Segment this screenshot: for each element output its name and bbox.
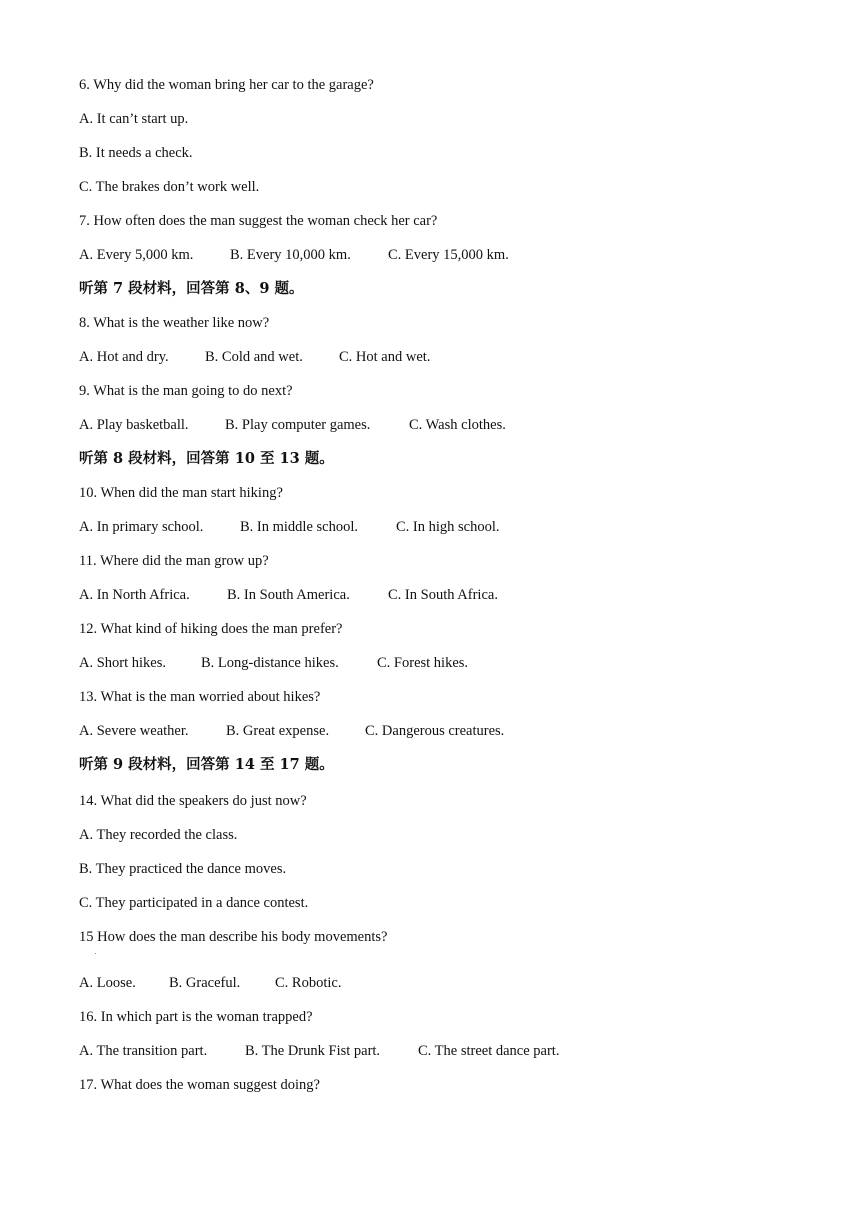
answer-option: A. Every 5,000 km.: [79, 247, 194, 263]
answer-option: C. Forest hikes.: [377, 655, 469, 671]
answer-option: A. In primary school.: [79, 519, 204, 535]
answer-option: B. The Drunk Fist part.: [245, 1043, 381, 1059]
answer-option: C. In high school.: [396, 519, 500, 535]
answer-option: C. The street dance part.: [418, 1043, 560, 1059]
answer-option: A. It can’t start up.: [79, 111, 189, 127]
answer-option: C. The brakes don’t work well.: [79, 179, 260, 195]
question-text: 15 How does the man describe his body movements?: [79, 929, 388, 945]
answer-option: B. They practiced the dance moves.: [79, 861, 287, 877]
answer-option: A. The transition part.: [79, 1043, 208, 1059]
answer-option: C. Every 15,000 km.: [388, 247, 509, 263]
answer-option: B. Graceful.: [169, 975, 241, 991]
answer-option: C. Wash clothes.: [409, 417, 506, 433]
question-text: 14. What did the speakers do just now?: [79, 793, 307, 809]
section-heading: 听第 7 段材料，回答第 8、9 题。: [79, 280, 304, 297]
answer-option: B. It needs a check.: [79, 145, 193, 161]
answer-option: A. Severe weather.: [79, 723, 189, 739]
question-text: 13. What is the man worried about hikes?: [79, 689, 321, 705]
answer-option: A. Hot and dry.: [79, 349, 169, 365]
answer-option: C. Robotic.: [275, 975, 342, 991]
answer-option: B. In middle school.: [240, 519, 359, 535]
answer-option: A. Play basketball.: [79, 417, 189, 433]
question-text: 7. How often does the man suggest the woman check her car?: [79, 213, 438, 229]
answer-option: C. Dangerous creatures.: [365, 723, 505, 739]
answer-option: B. In South America.: [227, 587, 350, 603]
question-text: 6. Why did the woman bring her car to the garage?: [79, 77, 374, 93]
answer-option: B. Cold and wet.: [205, 349, 303, 365]
question-text: 16. In which part is the woman trapped?: [79, 1009, 313, 1025]
question-text: 10. When did the man start hiking?: [79, 485, 283, 501]
answer-option: A. They recorded the class.: [79, 827, 238, 843]
question-text: 12. What kind of hiking does the man prefer?: [79, 621, 343, 637]
answer-option: A. Short hikes.: [79, 655, 166, 671]
scan-speck: [95, 953, 96, 954]
answer-option: C. In South Africa.: [388, 587, 498, 603]
answer-option: B. Every 10,000 km.: [230, 247, 351, 263]
answer-option: B. Long-distance hikes.: [201, 655, 339, 671]
answer-option: B. Play computer games.: [225, 417, 371, 433]
answer-option: A. Loose.: [79, 975, 136, 991]
answer-option: A. In North Africa.: [79, 587, 190, 603]
answer-option: B. Great expense.: [226, 723, 330, 739]
question-text: 9. What is the man going to do next?: [79, 383, 293, 399]
section-heading: 听第 9 段材料，回答第 14 至 17 题。: [79, 756, 334, 773]
answer-option: C. Hot and wet.: [339, 349, 431, 365]
section-heading: 听第 8 段材料，回答第 10 至 13 题。: [79, 450, 334, 467]
answer-option: C. They participated in a dance contest.: [79, 895, 309, 911]
question-text: 8. What is the weather like now?: [79, 315, 270, 331]
question-text: 17. What does the woman suggest doing?: [79, 1077, 320, 1093]
question-text: 11. Where did the man grow up?: [79, 553, 269, 569]
